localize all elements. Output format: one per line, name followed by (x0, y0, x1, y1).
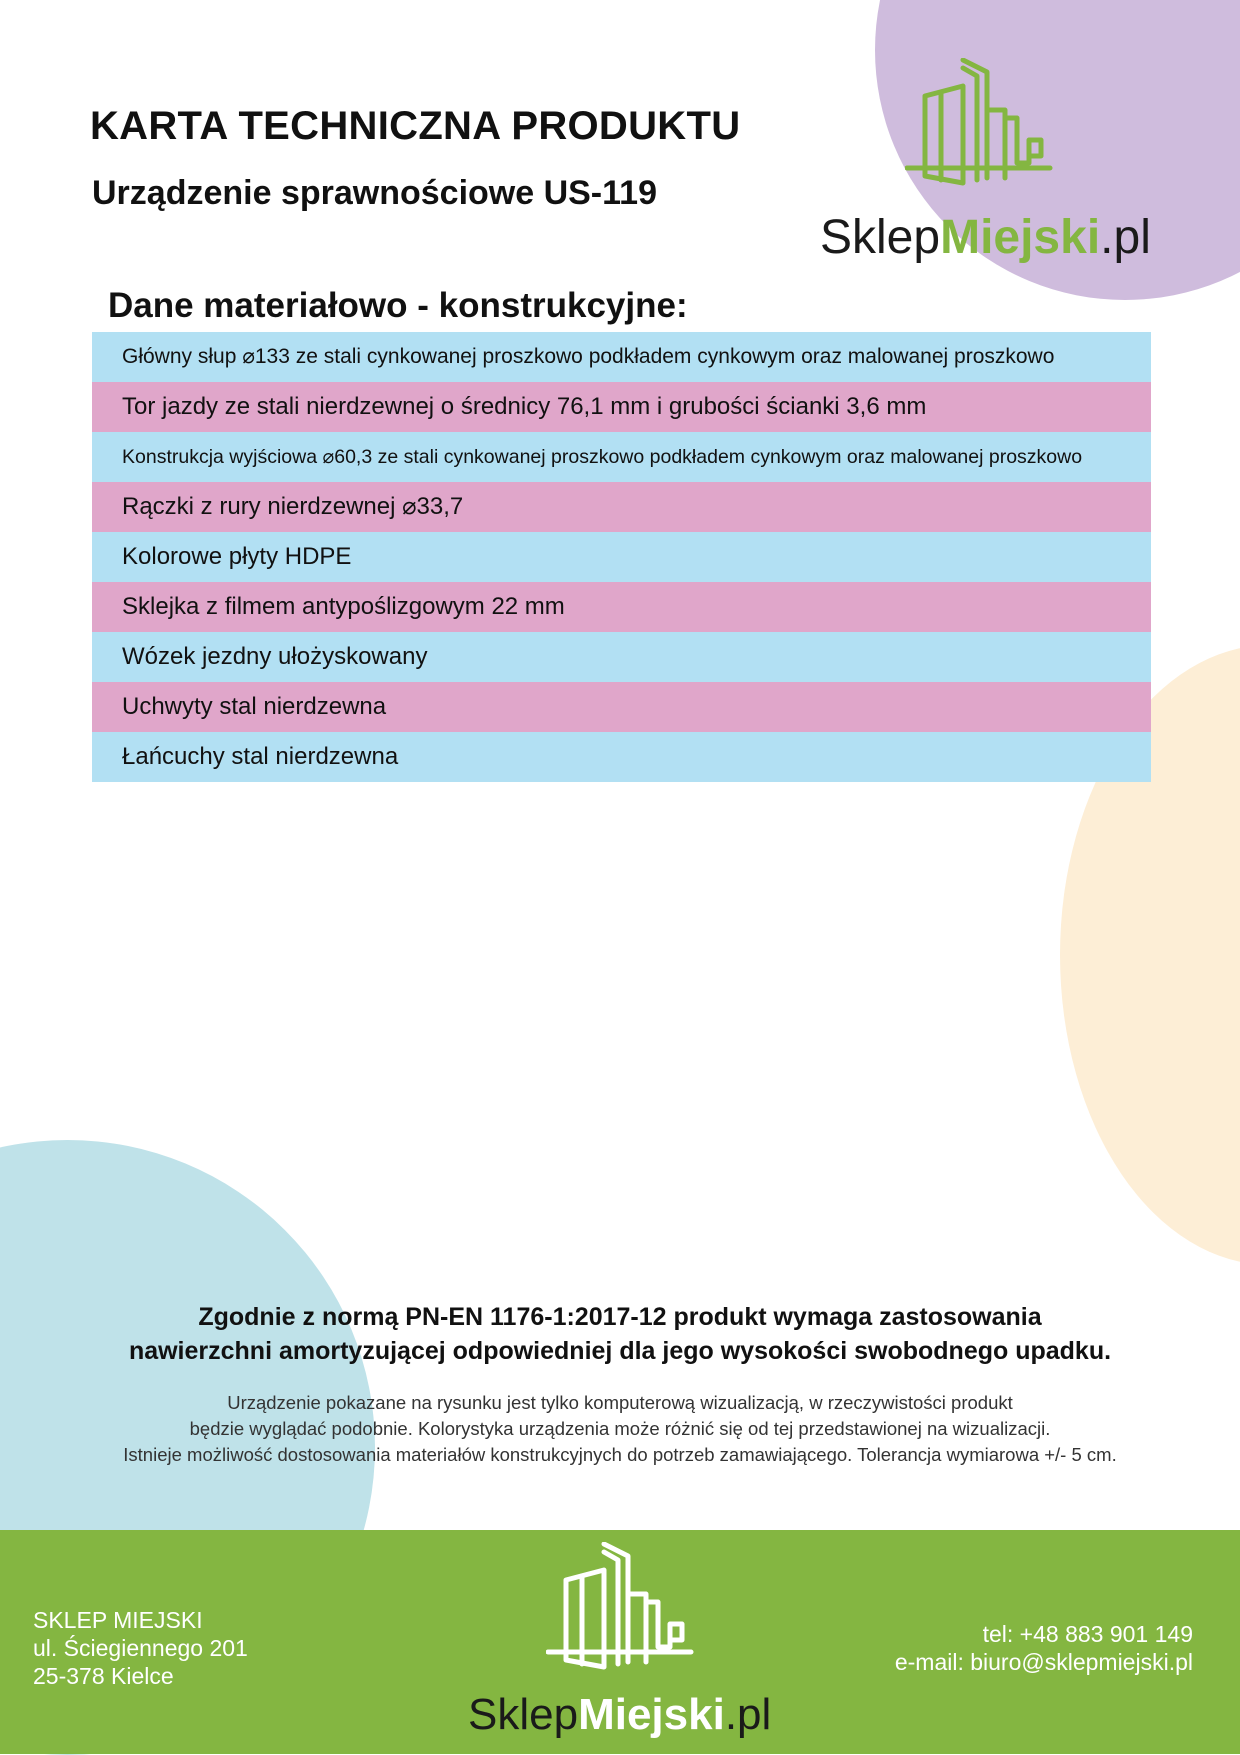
footer (0, 1530, 1240, 1754)
spec-item: Sklejka z filmem antypoślizgowym 22 mm (92, 582, 1151, 632)
section-heading: Dane materiałowo - konstrukcyjne: (108, 286, 688, 325)
brand-wordmark: SklepMiejski.pl (820, 211, 1151, 264)
email-address: e-mail: biuro@sklepmiejski.pl (894, 1649, 1193, 1675)
spec-item: Tor jazdy ze stali nierdzewnej o średnicy 76,1 mm i grubości ścianki 3,6 mm (92, 382, 1151, 432)
spec-item: Łańcuchy stal nierdzewna (92, 732, 1151, 782)
city-buildings-icon (546, 1542, 696, 1677)
company-address (33, 1606, 248, 1690)
page-title: KARTA TECHNICZNA PRODUKTU (90, 104, 741, 148)
contact-info (895, 1620, 1193, 1676)
city-buildings-icon (905, 58, 1055, 193)
address-street: ul. Ściegiennego 201 (33, 1635, 248, 1661)
address-city: 25-378 Kielce (33, 1663, 174, 1689)
disclaimer-text: Urządzenie pokazane na rysunku jest tylko komputerową wizualizacją, w rzeczywistości produkt będzie wyglądać podobnie. Kolorystyka urządzenia może różnić się od tej przedstawionej na wizualizacji. Istnieje możliwość dostosowania materiałów konstrukcyjnych do potrzeb zamawiającego. Tolerancja wymiarowa +/- 5 cm. (123, 1392, 1117, 1465)
phone-number: tel: +48 883 901 149 (982, 1621, 1193, 1647)
spec-item: Rączki z rury nierdzewnej ⌀33,7 (92, 482, 1151, 532)
spec-item: Konstrukcja wyjściowa ⌀60,3 ze stali cynkowanej proszkowo podkładem cynkowym oraz malowanej proszkowo (92, 432, 1151, 482)
company-name: SKLEP MIEJSKI (33, 1607, 203, 1633)
norm-notice: Zgodnie z normą PN-EN 1176-1:2017-12 produkt wymaga zastosowania nawierzchni amortyzującej odpowiedniej dla jego wysokości swobodnego upadku. (128, 1303, 1112, 1365)
product-name: Urządzenie sprawnościowe US-119 (92, 174, 657, 212)
spec-item: Kolorowe płyty HDPE (92, 532, 1151, 582)
spec-item: Uchwyty stal nierdzewna (92, 682, 1151, 732)
brand-logo-top (820, 58, 1160, 278)
brand-logo-bottom (468, 1542, 788, 1752)
spec-list (92, 332, 1151, 782)
spec-item: Główny słup ⌀133 ze stali cynkowanej proszkowo podkładem cynkowym oraz malowanej proszkowo (92, 332, 1151, 382)
spec-item: Wózek jezdny ułożyskowany (92, 632, 1151, 682)
brand-wordmark: SklepMiejski.pl (468, 1690, 772, 1739)
